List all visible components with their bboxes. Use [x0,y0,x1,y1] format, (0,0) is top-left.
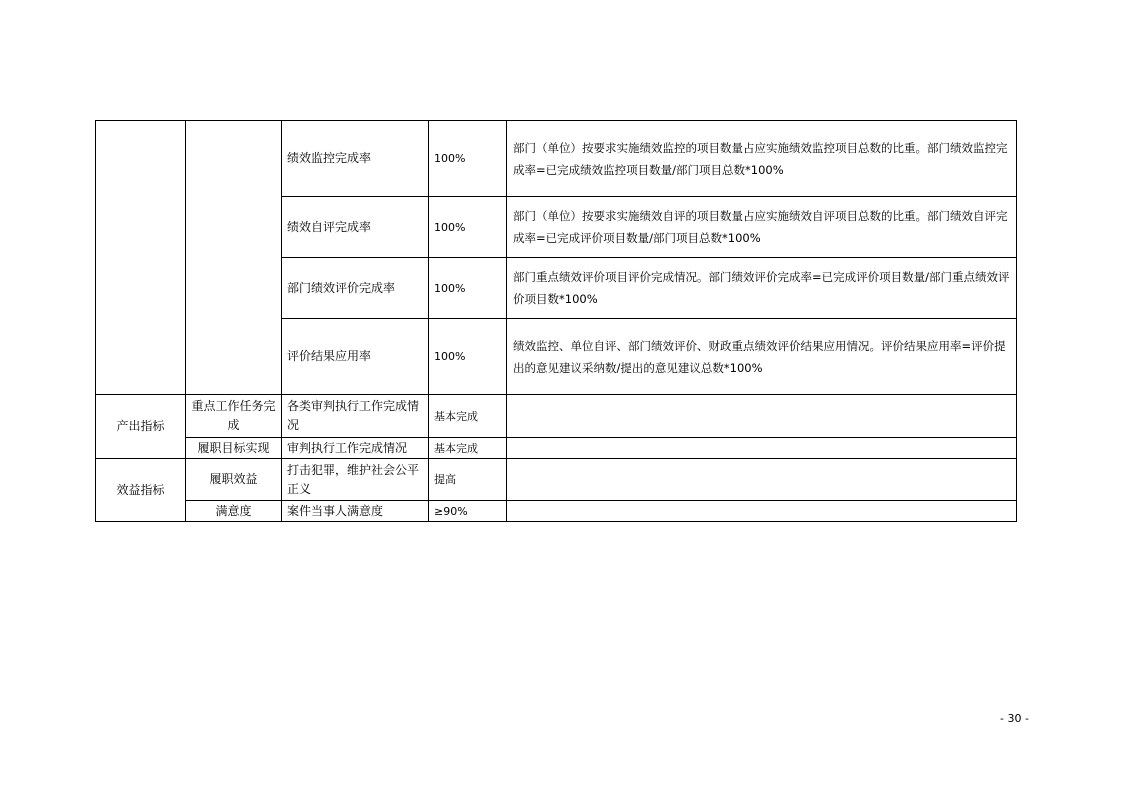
level2-cell: 重点工作任务完成 [186,395,282,438]
level2-cell: 满意度 [186,501,282,522]
target-cell: 基本完成 [429,438,507,459]
level2-cell-empty [186,121,282,395]
description-cell [507,395,1017,438]
target-cell: 基本完成 [429,395,507,438]
table-row [96,121,1017,197]
level1-cell: 产出指标 [96,395,186,459]
level2-cell: 履职效益 [186,459,282,501]
indicator-cell: 打击犯罪，维护社会公平正义 [282,459,429,501]
indicator-cell: 绩效监控完成率 [282,121,429,197]
description-cell: 部门重点绩效评价项目评价完成情况。部门绩效评价完成率=已完成评价项目数量/部门重点绩效评价项目数*100% [507,258,1017,319]
description-cell: 部门（单位）按要求实施绩效自评的项目数量占应实施绩效自评项目总数的比重。部门绩效自评完成率=已完成评价项目数量/部门项目总数*100% [507,197,1017,258]
level1-cell: 效益指标 [96,459,186,522]
target-cell: 提高 [429,459,507,501]
table-row [96,501,1017,522]
description-cell [507,459,1017,501]
indicator-cell: 各类审判执行工作完成情况 [282,395,429,438]
description-cell [507,501,1017,522]
performance-indicator-table [95,120,1017,522]
target-cell: 100% [429,258,507,319]
target-cell: ≥90% [429,501,507,522]
target-cell: 100% [429,319,507,395]
table-row [96,395,1017,438]
indicator-cell: 部门绩效评价完成率 [282,258,429,319]
description-cell: 绩效监控、单位自评、部门绩效评价、财政重点绩效评价结果应用情况。评价结果应用率=评价提出的意见建议采纳数/提出的意见建议总数*100% [507,319,1017,395]
description-cell: 部门（单位）按要求实施绩效监控的项目数量占应实施绩效监控项目总数的比重。部门绩效监控完成率=已完成绩效监控项目数量/部门项目总数*100% [507,121,1017,197]
indicator-cell: 审判执行工作完成情况 [282,438,429,459]
target-cell: 100% [429,197,507,258]
target-cell: 100% [429,121,507,197]
indicator-cell: 评价结果应用率 [282,319,429,395]
level2-cell: 履职目标实现 [186,438,282,459]
indicator-cell: 绩效自评完成率 [282,197,429,258]
indicator-cell: 案件当事人满意度 [282,501,429,522]
page-number: - 30 - [1000,712,1029,725]
description-cell [507,438,1017,459]
level1-cell-empty [96,121,186,395]
table-row [96,459,1017,501]
table-row [96,438,1017,459]
